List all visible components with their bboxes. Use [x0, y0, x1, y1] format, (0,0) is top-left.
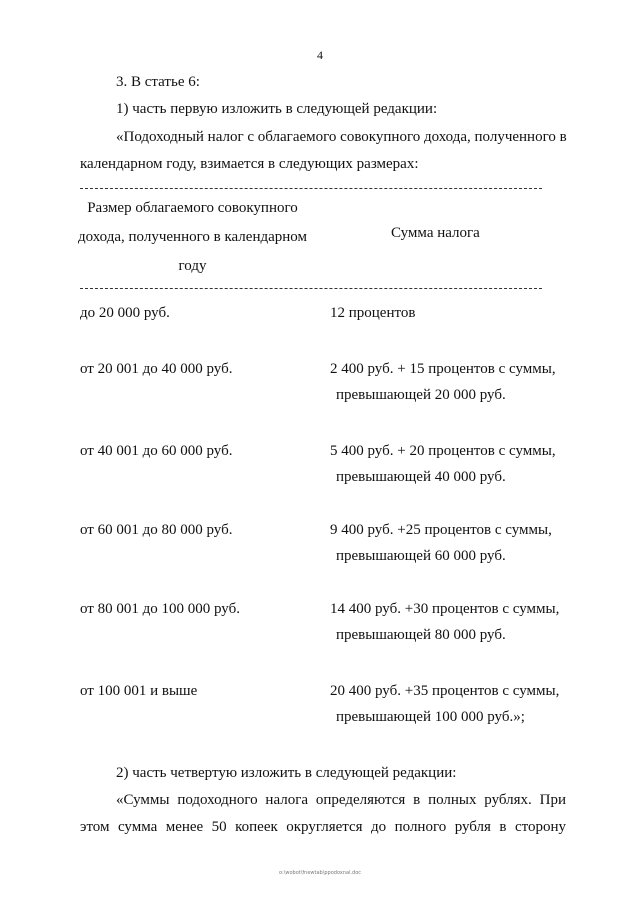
table-row-tax-cont: превышающей 60 000 руб. [336, 548, 506, 564]
table-header-tax: Сумма налога [391, 225, 480, 241]
table-header-rule [80, 288, 542, 289]
table-top-rule [80, 188, 542, 189]
amendment-part-four: 2) часть четвертую изложить в следующей редакции: [116, 765, 457, 781]
table-header-income-line: дохода, полученного в календарном [77, 229, 308, 245]
table-header-income-line: году [178, 258, 207, 274]
table-row-tax-cont: превышающей 20 000 руб. [336, 387, 506, 403]
table-row-tax: 2 400 руб. + 15 процентов с суммы, [330, 361, 556, 377]
table-row-tax-cont: превышающей 80 000 руб. [336, 627, 506, 643]
quote-line-2: календарном году, взимается в следующих размерах: [80, 156, 419, 172]
table-row-income: от 100 001 и выше [80, 683, 198, 699]
table-row-tax-cont: превышающей 40 000 руб. [336, 469, 506, 485]
table-header-income-line: Размер облагаемого совокупного [87, 200, 298, 216]
article-item: 3. В статье 6: [116, 74, 200, 90]
file-path-footer: o:\wobot\fnewtab\ppodoxnal.doc [278, 870, 362, 876]
page-number: 4 [317, 48, 323, 62]
quote2-line-2: этом сумма менее 50 копеек округляется до полного рубля в сторону [80, 819, 566, 835]
amendment-part-one: 1) часть первую изложить в следующей редакции: [116, 101, 438, 117]
table-row-income: до 20 000 руб. [80, 305, 170, 321]
table-row-tax: 20 400 руб. +35 процентов с суммы, [330, 683, 560, 699]
table-row-tax: 12 процентов [330, 305, 416, 321]
table-row-tax: 14 400 руб. +30 процентов с суммы, [330, 601, 560, 617]
quote-line-1: «Подоходный налог с облагаемого совокупного дохода, полученного в [116, 129, 567, 145]
table-row-tax-cont: превышающей 100 000 руб.»; [336, 709, 525, 725]
table-row-tax: 5 400 руб. + 20 процентов с суммы, [330, 443, 556, 459]
quote2-line-1: «Суммы подоходного налога определяются в полных рублях. При [116, 792, 566, 808]
table-header-income [70, 194, 315, 281]
table-row-tax: 9 400 руб. +25 процентов с суммы, [330, 522, 552, 538]
table-row-income: от 20 001 до 40 000 руб. [80, 361, 233, 377]
table-row-income: от 80 001 до 100 000 руб. [80, 601, 240, 617]
table-row-income: от 60 001 до 80 000 руб. [80, 522, 233, 538]
table-row-income: от 40 001 до 60 000 руб. [80, 443, 233, 459]
